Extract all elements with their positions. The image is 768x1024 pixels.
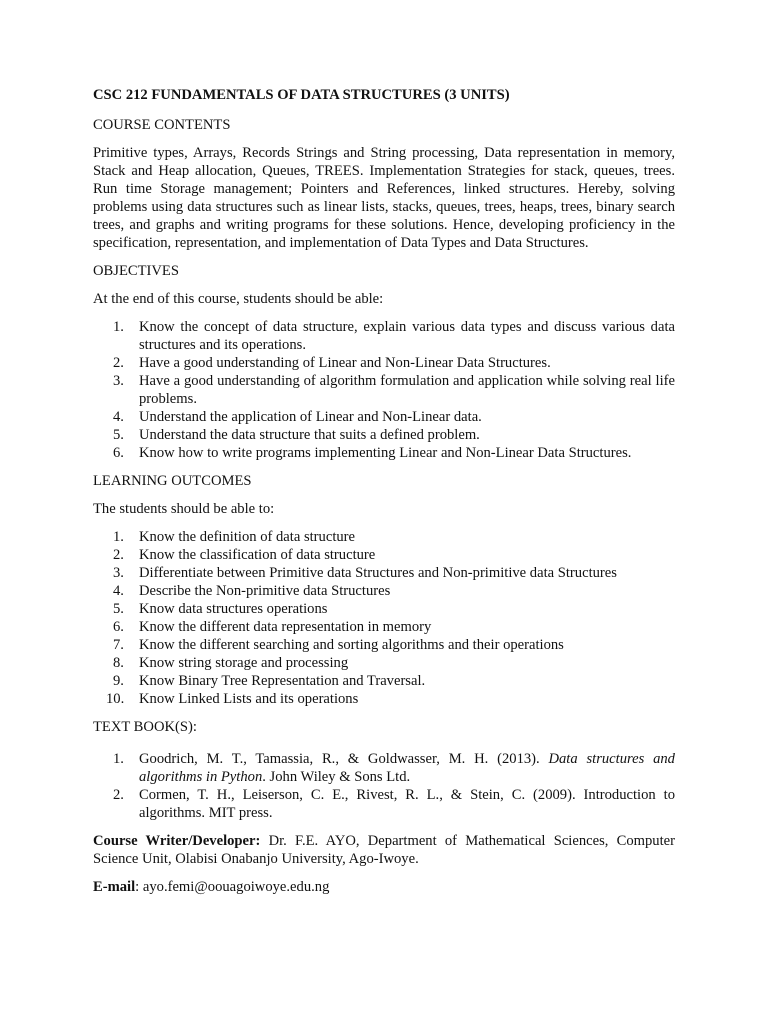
email-label: E-mail xyxy=(93,879,136,895)
list-text: Know data structures operations xyxy=(139,601,328,617)
list-number: 3. xyxy=(113,373,124,389)
list-text: Have a good understanding of Linear and Non-Linear Data Structures. xyxy=(139,355,551,371)
learning-outcomes-heading: LEARNING OUTCOMES xyxy=(93,473,252,489)
list-number: 1. xyxy=(113,751,124,767)
list-item xyxy=(93,564,675,582)
list-item xyxy=(93,426,675,444)
list-text: Describe the Non-primitive data Structures xyxy=(139,583,391,599)
list-item xyxy=(93,372,675,408)
list-item xyxy=(93,600,675,618)
list-number: 7. xyxy=(113,637,124,653)
list-number: 4. xyxy=(113,409,124,425)
objectives-intro: At the end of this course, students should be able: xyxy=(93,291,384,307)
list-text: Know how to write programs implementing Linear and Non-Linear Data Structures. xyxy=(139,445,632,461)
list-text: Differentiate between Primitive data Structures and Non-primitive data Structures xyxy=(139,565,617,581)
list-text: Cormen, T. H., Leiserson, C. E., Rivest, R. L., & Stein, C. (2009). Introduction to algorithms. MIT press. xyxy=(139,787,675,821)
list-number: 5. xyxy=(113,427,124,443)
list-item xyxy=(93,444,675,462)
course-writer-label: Course Writer/Developer: xyxy=(93,833,261,849)
list-number: 1. xyxy=(113,319,124,335)
list-text: Know the classification of data structure xyxy=(139,547,376,563)
objectives-list xyxy=(93,318,675,462)
list-number: 6. xyxy=(113,619,124,635)
list-item xyxy=(93,750,675,786)
course-title: CSC 212 FUNDAMENTALS OF DATA STRUCTURES (3 UNITS) xyxy=(93,87,510,103)
list-number: 2. xyxy=(113,547,124,563)
email-separator: : xyxy=(135,879,143,895)
document-content xyxy=(93,86,675,906)
list-item xyxy=(93,786,675,822)
list-item xyxy=(93,354,675,372)
book-publisher: . John Wiley & Sons Ltd. xyxy=(262,769,411,785)
course-writer-text: Dr. F.E. AYO, Department of Mathematical Sciences, Computer Science Unit, Olabisi Onabanjo University, Ago-Iwoye. xyxy=(93,833,675,867)
text-books-list xyxy=(93,750,675,822)
list-number: 10. xyxy=(106,691,125,707)
list-item xyxy=(93,618,675,636)
list-text: Know the different searching and sorting algorithms and their operations xyxy=(139,637,564,653)
list-item xyxy=(93,546,675,564)
list-number: 3. xyxy=(113,565,124,581)
list-text: Understand the application of Linear and Non-Linear data. xyxy=(139,409,482,425)
learning-outcomes-intro: The students should be able to: xyxy=(93,501,275,517)
course-contents-text: Primitive types, Arrays, Records Strings and String processing, Data representation in memory, Stack and Heap allocation, Queues, TREES. Implementation Strategies for stack, queues, trees. Run time Storage management; Pointers and References, linked structures. Hereby, solving problems using data structures such as linear lists, stacks, queues, trees, heaps, trees, binary search trees, and graphs and writing programs for these solutions. Hence, developing proficiency in the specification, representation, and implementation of Data Types and Data Structures. xyxy=(93,145,675,251)
list-number: 4. xyxy=(113,583,124,599)
list-item xyxy=(93,528,675,546)
list-item xyxy=(93,636,675,654)
list-text: Know Binary Tree Representation and Traversal. xyxy=(139,673,426,689)
email-address: ayo.femi@oouagoiwoye.edu.ng xyxy=(142,879,330,895)
list-text: Know the concept of data structure, explain various data types and discuss various data structures and its operations. xyxy=(139,319,675,353)
email-line xyxy=(93,878,675,896)
list-number: 8. xyxy=(113,655,124,671)
list-number: 5. xyxy=(113,601,124,617)
list-item xyxy=(93,408,675,426)
book-authors: Goodrich, M. T., Tamassia, R., & Goldwasser, M. H. (2013). xyxy=(139,751,549,767)
list-number: 2. xyxy=(113,787,124,803)
book-title: Data structures and algorithms in Python xyxy=(139,751,675,785)
text-books-heading: TEXT BOOK(S): xyxy=(93,719,197,735)
list-text: Know the definition of data structure xyxy=(139,529,356,545)
list-item xyxy=(93,582,675,600)
list-item xyxy=(93,672,675,690)
list-text: Have a good understanding of algorithm formulation and application while solving real life problems. xyxy=(139,373,675,407)
learning-outcomes-list xyxy=(93,528,675,708)
list-number: 1. xyxy=(113,529,124,545)
course-writer xyxy=(93,832,675,868)
list-item xyxy=(93,654,675,672)
course-contents-heading: COURSE CONTENTS xyxy=(93,117,231,133)
objectives-heading: OBJECTIVES xyxy=(93,263,179,279)
list-item xyxy=(93,318,675,354)
list-text: Know the different data representation in memory xyxy=(139,619,432,635)
list-text: Know string storage and processing xyxy=(139,655,349,671)
list-text: Understand the data structure that suits a defined problem. xyxy=(139,427,480,443)
list-number: 9. xyxy=(113,673,124,689)
list-item xyxy=(93,690,675,708)
list-number: 2. xyxy=(113,355,124,371)
list-number: 6. xyxy=(113,445,124,461)
list-text: Know Linked Lists and its operations xyxy=(139,691,359,707)
